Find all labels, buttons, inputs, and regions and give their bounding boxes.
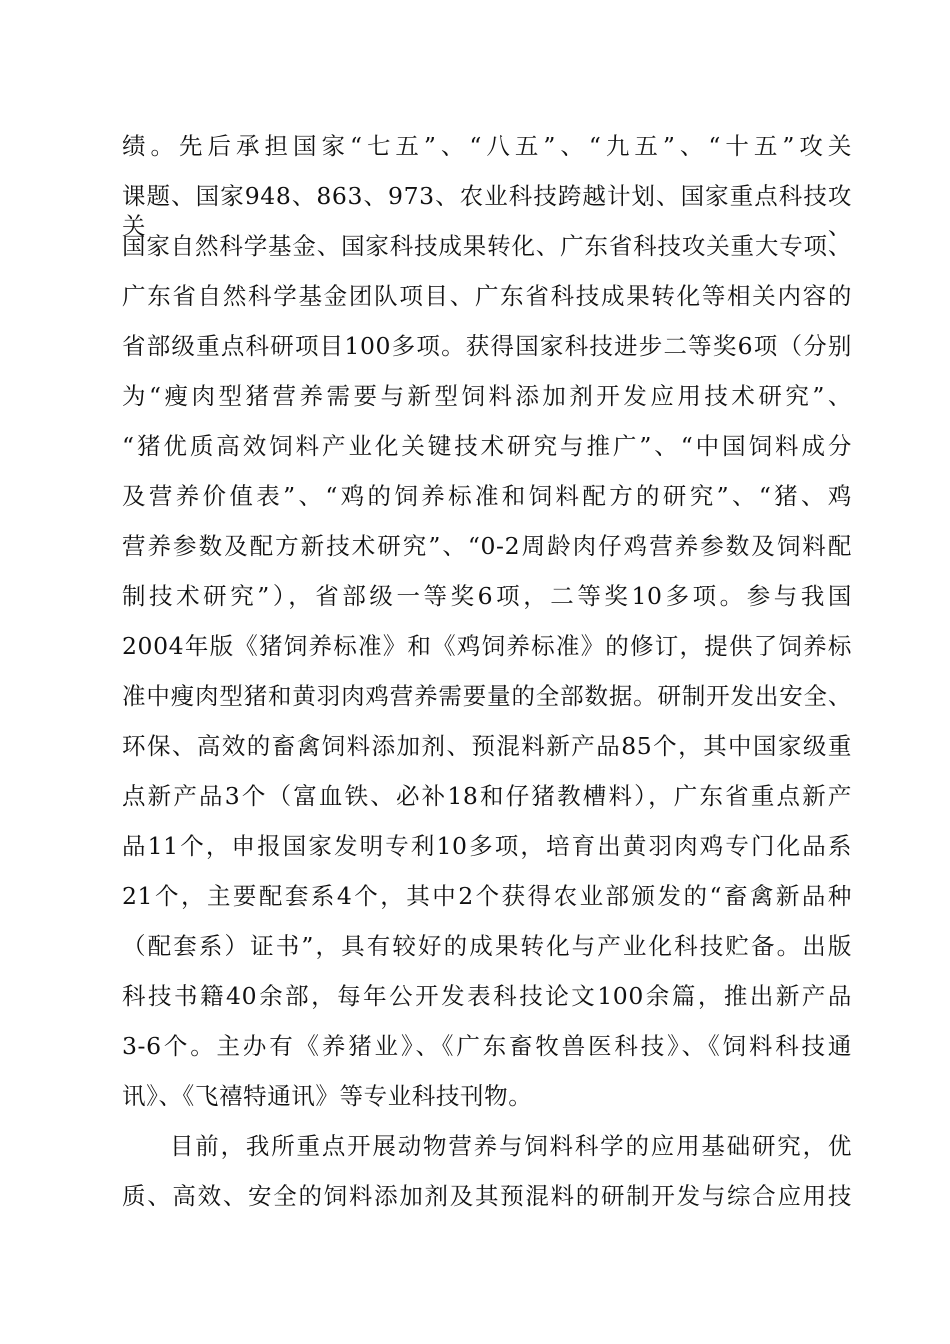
text-line: 课题、国家948、863、973、农业科技跨越计划、国家重点科技攻关、 [122,182,852,240]
text-line: 科技书籍40余部，每年公开发表科技论文100余篇，推出新产品 [122,982,852,1010]
text-line: “猪优质高效饲料产业化关键技术研究与推广”、“中国饲料成分 [122,432,852,460]
text-line: 点新产品3个（富血铁、必补18和仔猪教槽料），广东省重点新产 [122,782,852,810]
text-line: 准中瘦肉型猪和黄羽肉鸡营养需要量的全部数据。研制开发出安全、 [122,682,852,710]
text-line: 绩。先后承担国家“七五”、“八五”、“九五”、“十五”攻关 [122,132,852,160]
text-line: 21个，主要配套系4个，其中2个获得农业部颁发的“畜禽新品种 [122,882,852,910]
text-line: 省部级重点科研项目100多项。获得国家科技进步二等奖6项（分别 [122,332,852,360]
text-line: （配套系）证书”，具有较好的成果转化与产业化科技贮备。出版 [122,932,852,960]
text-line: 环保、高效的畜禽饲料添加剂、预混料新产品85个，其中国家级重 [122,732,852,760]
text-line: 为“瘦肉型猪营养需要与新型饲料添加剂开发应用技术研究”、 [122,382,852,410]
text-line: 及营养价值表”、“鸡的饲养标准和饲料配方的研究”、“猪、鸡 [122,482,852,510]
text-line: 制技术研究”），省部级一等奖6项，二等奖10多项。参与我国 [122,582,852,610]
text-line: 2004年版《猪饲养标准》和《鸡饲养标准》的修订，提供了饲养标 [122,632,852,660]
text-line: 品11个，申报国家发明专利10多项，培育出黄羽肉鸡专门化品系 [122,832,852,860]
text-line: 营养参数及配方新技术研究”、“0-2周龄肉仔鸡营养参数及饲料配 [122,532,852,560]
text-line: 质、高效、安全的饲料添加剂及其预混料的研制开发与综合应用技 [122,1182,852,1210]
paragraph-start-line: 目前，我所重点开展动物营养与饲料科学的应用基础研究，优 [170,1132,852,1160]
text-line: 讯》、《飞禧特通讯》等专业科技刊物。 [122,1082,533,1110]
text-line: 3-6个。主办有《养猪业》、《广东畜牧兽医科技》、《饲料科技通 [122,1032,852,1060]
text-line: 广东省自然科学基金团队项目、广东省科技成果转化等相关内容的 [122,282,852,310]
text-line: 国家自然科学基金、国家科技成果转化、广东省科技攻关重大专项、 [122,232,852,260]
